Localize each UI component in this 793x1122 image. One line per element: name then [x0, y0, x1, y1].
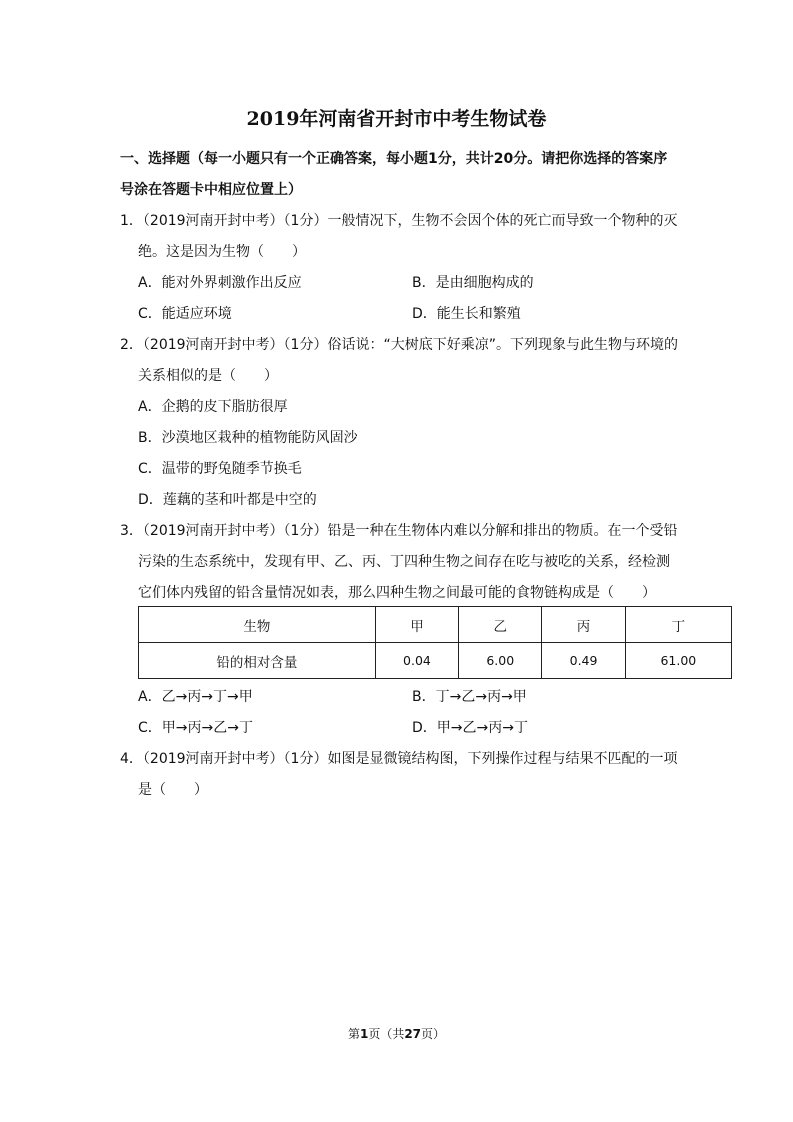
table-cell: 丁 [625, 607, 731, 643]
question-2-option-b: B．沙漠地区栽种的植物能防风固沙 [138, 430, 358, 446]
footer-suffix: 页） [421, 1027, 446, 1041]
total-pages: 27 [404, 1027, 422, 1041]
question-4-stem-line1: 4．（2019河南开封中考）（1分）如图是显微镜结构图，下列操作过程与结果不匹配的一项 [120, 751, 678, 767]
question-1-option-b: B．是由细胞构成的 [412, 275, 534, 291]
page-number: 1 [359, 1027, 369, 1041]
question-3-stem-line3: 它们体内残留的铅含量情况如表，那么四种生物之间最可能的食物链构成是（ ） [138, 585, 656, 601]
question-3-option-b: B．丁→乙→丙→甲 [412, 689, 527, 705]
table-cell: 6.00 [459, 643, 542, 679]
question-4-stem-line2: 是（ ） [138, 782, 208, 798]
question-2-option-a: A．企鹅的皮下脂肪很厚 [138, 399, 288, 415]
page-footer [0, 1025, 793, 1042]
question-3-stem-line1: 3．（2019河南开封中考）（1分）铅是一种在生物体内难以分解和排出的物质。在一个受铅 [120, 523, 678, 539]
page-title: 2019年河南省开封市中考生物试卷 [246, 108, 547, 130]
question-1-option-d: D．能生长和繁殖 [412, 306, 521, 322]
footer-mid: 页（共 [368, 1027, 405, 1041]
question-1-option-a: A．能对外界刺激作出反应 [138, 275, 302, 291]
table-cell: 0.04 [375, 643, 458, 679]
table-header-row [139, 607, 732, 643]
question-2-option-d: D．莲藕的茎和叶都是中空的 [138, 492, 317, 508]
question-3-option-c: C．甲→丙→乙→丁 [138, 720, 253, 736]
table-cell: 0.49 [542, 643, 625, 679]
question-3-option-a: A．乙→丙→丁→甲 [138, 689, 253, 705]
question-1-option-c: C．能适应环境 [138, 306, 232, 322]
table-cell: 甲 [375, 607, 458, 643]
lead-content-table [138, 606, 732, 679]
section-heading-line1: 一、选择题（每一小题只有一个正确答案，每小题1分，共计20分。请把你选择的答案序 [120, 151, 668, 167]
footer-prefix: 第 [347, 1027, 360, 1041]
table-row [139, 643, 732, 679]
table-cell: 铅的相对含量 [139, 643, 376, 679]
table-cell: 乙 [459, 607, 542, 643]
question-3-option-d: D．甲→乙→丙→丁 [412, 720, 528, 736]
question-3-stem-line2: 污染的生态系统中，发现有甲、乙、丙、丁四种生物之间存在吃与被吃的关系，经检测 [138, 554, 670, 570]
table-cell: 丙 [542, 607, 625, 643]
question-1-stem-line1: 1．（2019河南开封中考）（1分）一般情况下，生物不会因个体的死亡而导致一个物种的灭 [120, 213, 678, 229]
question-1-stem-line2: 绝。这是因为生物（ ） [138, 244, 306, 260]
question-2-stem-line1: 2．（2019河南开封中考）（1分）俗话说：“大树底下好乘凉”。下列现象与此生物与环境的 [120, 337, 678, 353]
section-heading-line2: 号涂在答题卡中相应位置上） [120, 182, 302, 198]
question-2-option-c: C．温带的野兔随季节换毛 [138, 461, 302, 477]
question-2-stem-line2: 关系相似的是（ ） [138, 368, 278, 384]
table-cell: 61.00 [625, 643, 731, 679]
table-cell: 生物 [139, 607, 376, 643]
